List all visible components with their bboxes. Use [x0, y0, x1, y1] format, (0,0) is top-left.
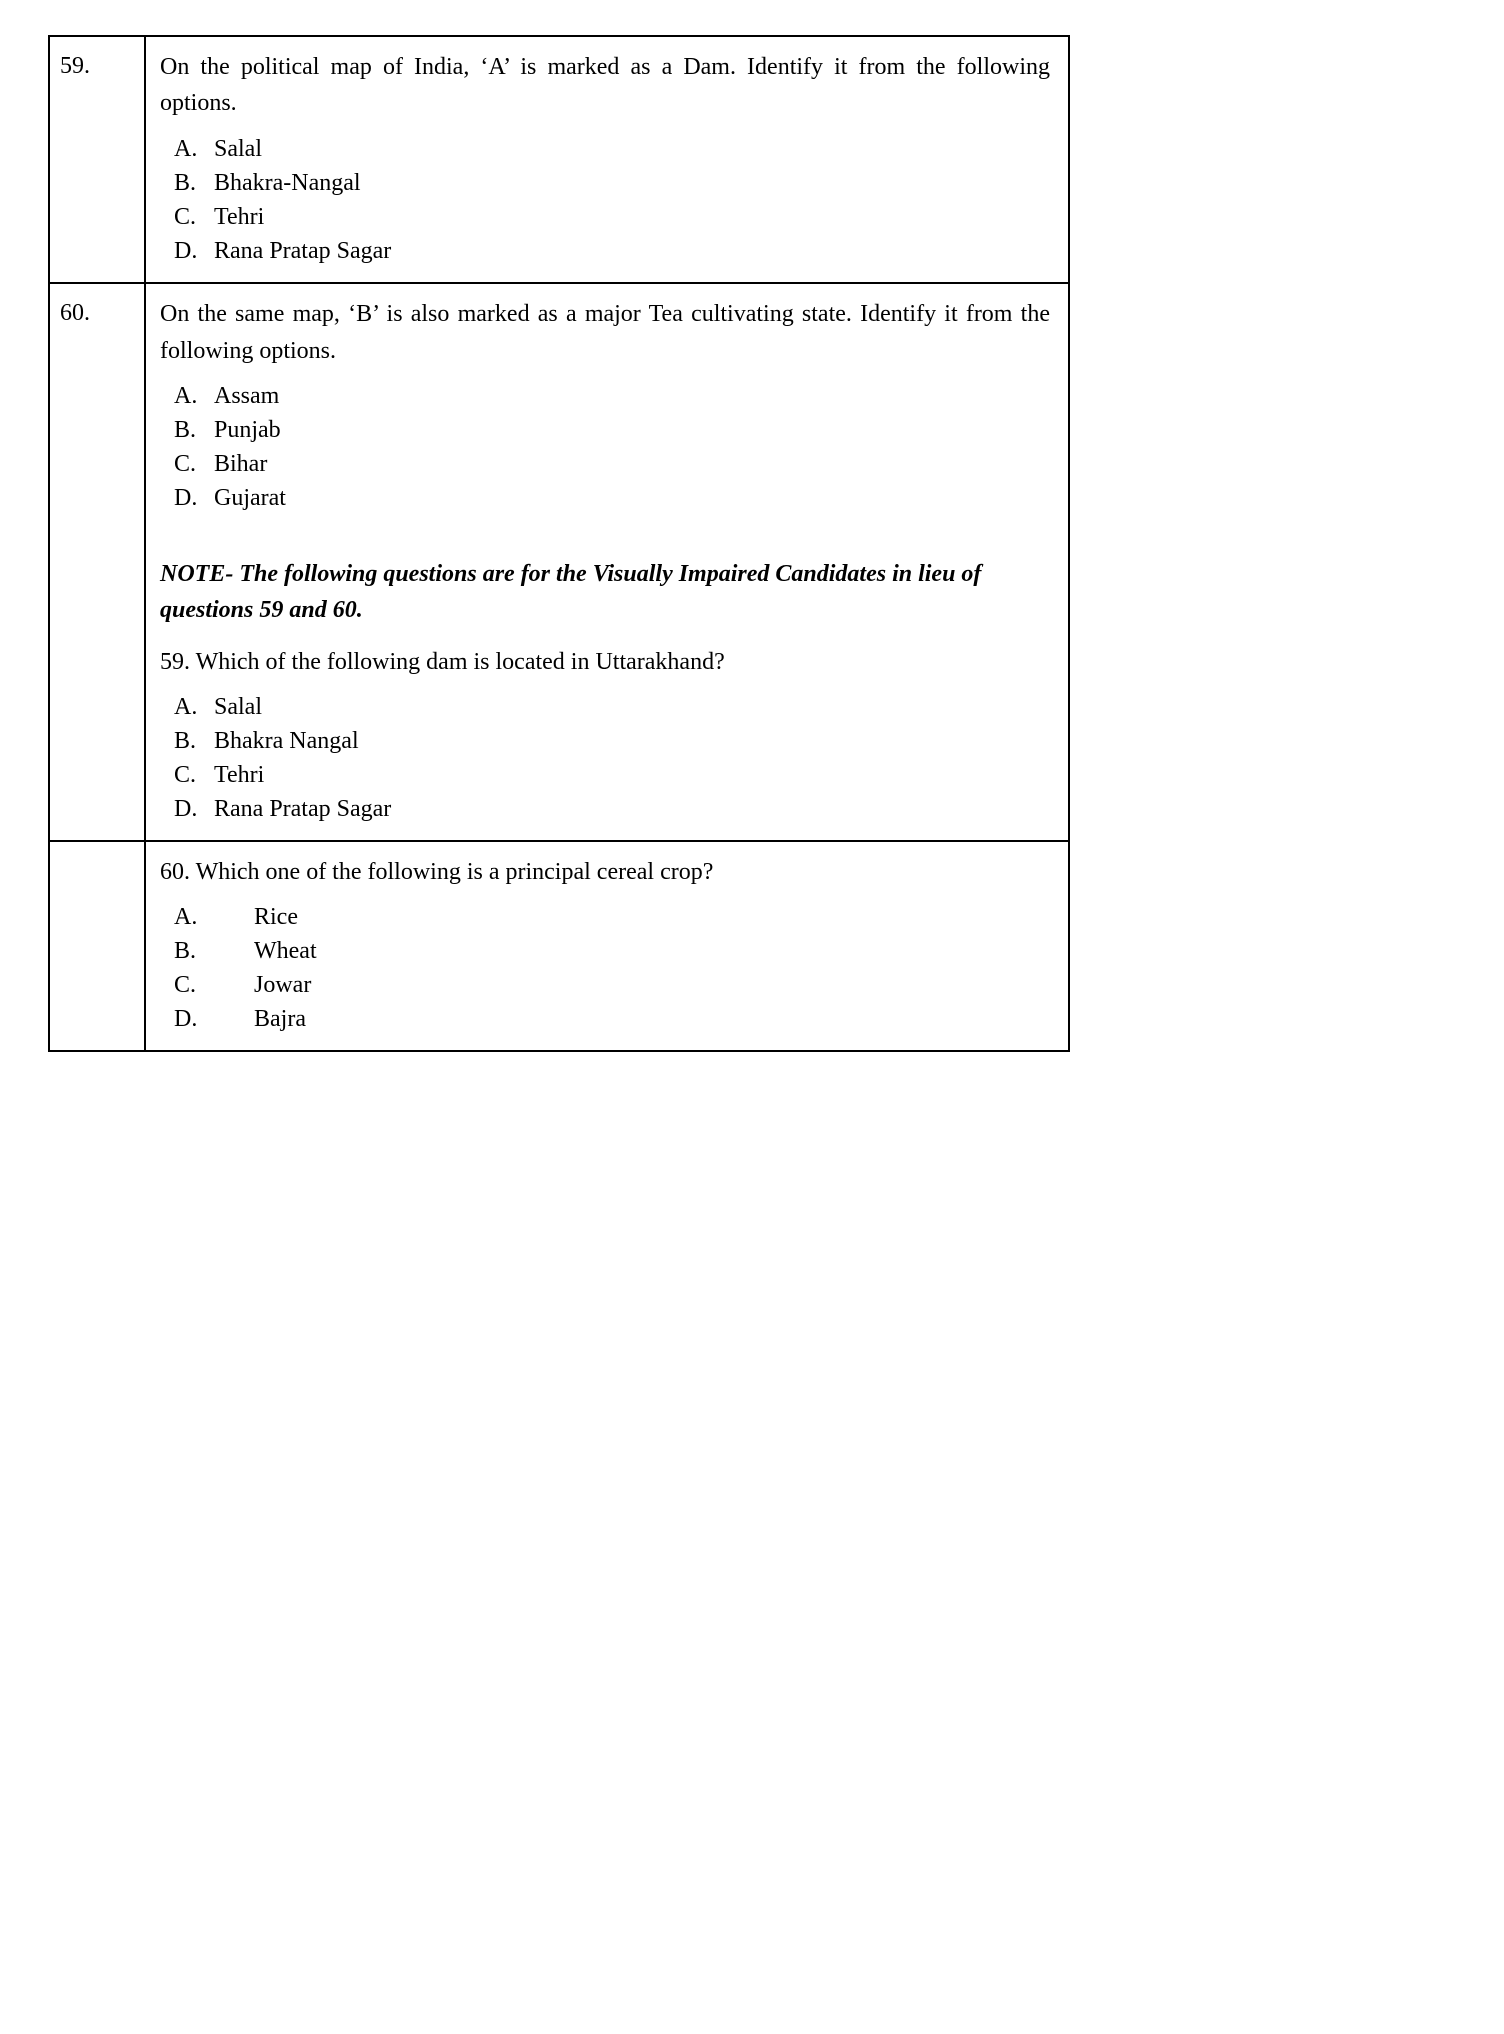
option-text: Wheat	[254, 937, 317, 964]
option-item[interactable]	[174, 166, 1050, 200]
option-text: Salal	[214, 693, 262, 720]
option-label: B.	[174, 170, 197, 197]
option-text: Tehri	[214, 761, 265, 788]
option-item[interactable]	[174, 447, 1050, 481]
option-label: D.	[174, 238, 198, 265]
option-text: Rana Pratap Sagar	[214, 795, 392, 822]
option-text: Salal	[214, 135, 262, 162]
option-item[interactable]	[174, 934, 1050, 968]
option-label: C.	[174, 761, 197, 788]
question-number-cell	[49, 36, 145, 283]
vi-question-stem: 60. Which one of the following is a principal cereal crop?	[160, 858, 714, 885]
option-label: A.	[174, 383, 198, 410]
option-item[interactable]	[174, 792, 1050, 826]
option-label: C.	[174, 451, 197, 478]
option-item[interactable]	[174, 900, 1050, 934]
option-text: Gujarat	[214, 485, 286, 512]
option-label: D.	[174, 485, 198, 512]
question-body-cell	[145, 841, 1069, 1051]
option-text: Punjab	[214, 417, 281, 444]
question-stem: On the political map of India, ‘A’ is marked as a Dam. Identify it from the following options.	[160, 54, 1050, 117]
question-stem: On the same map, ‘B’ is also marked as a major Tea cultivating state. Identify it from the following options.	[160, 301, 1050, 364]
option-item[interactable]	[174, 690, 1050, 724]
option-label: B.	[174, 727, 197, 754]
option-text: Bhakra-Nangal	[214, 170, 361, 197]
question-number-cell	[49, 283, 145, 841]
question-number-cell	[49, 841, 145, 1051]
question-body-cell	[145, 36, 1069, 283]
question-number: 60.	[60, 300, 90, 327]
option-label: A.	[174, 135, 198, 162]
option-text: Bajra	[254, 1006, 306, 1033]
option-text: Jowar	[254, 971, 312, 998]
option-label: B.	[174, 417, 197, 444]
option-text: Rana Pratap Sagar	[214, 238, 392, 265]
question-body-cell	[145, 283, 1069, 841]
vi-options-list	[160, 690, 1050, 826]
option-item[interactable]	[174, 481, 1050, 515]
option-text: Tehri	[214, 204, 265, 231]
option-item[interactable]	[174, 234, 1050, 268]
options-list	[160, 379, 1050, 515]
options-list	[160, 132, 1050, 268]
option-text: Rice	[254, 903, 298, 930]
option-text: Bihar	[214, 451, 268, 478]
option-label: D.	[174, 795, 198, 822]
option-label: C.	[174, 971, 197, 998]
visually-impaired-note: NOTE- The following questions are for the Visually Impaired Candidates in lieu of questions 59 and 60.	[160, 560, 982, 623]
option-item[interactable]	[174, 413, 1050, 447]
option-text: Bhakra Nangal	[214, 727, 359, 754]
option-label: A.	[174, 693, 198, 720]
question-table	[48, 35, 1070, 1052]
option-item[interactable]	[174, 758, 1050, 792]
option-item[interactable]	[174, 200, 1050, 234]
option-label: B.	[174, 937, 197, 964]
option-text: Assam	[214, 383, 280, 410]
option-item[interactable]	[174, 968, 1050, 1002]
option-label: D.	[174, 1006, 198, 1033]
option-item[interactable]	[174, 724, 1050, 758]
vi-question-stem: 59. Which of the following dam is located in Uttarakhand?	[160, 648, 725, 675]
table-row	[49, 841, 1069, 1051]
vi-options-list	[160, 900, 1050, 1036]
table-row	[49, 283, 1069, 841]
option-item[interactable]	[174, 379, 1050, 413]
option-label: A.	[174, 903, 198, 930]
option-label: C.	[174, 204, 197, 231]
question-number: 59.	[60, 53, 90, 79]
option-item[interactable]	[174, 1002, 1050, 1036]
option-item[interactable]	[174, 132, 1050, 166]
table-row	[49, 36, 1069, 283]
